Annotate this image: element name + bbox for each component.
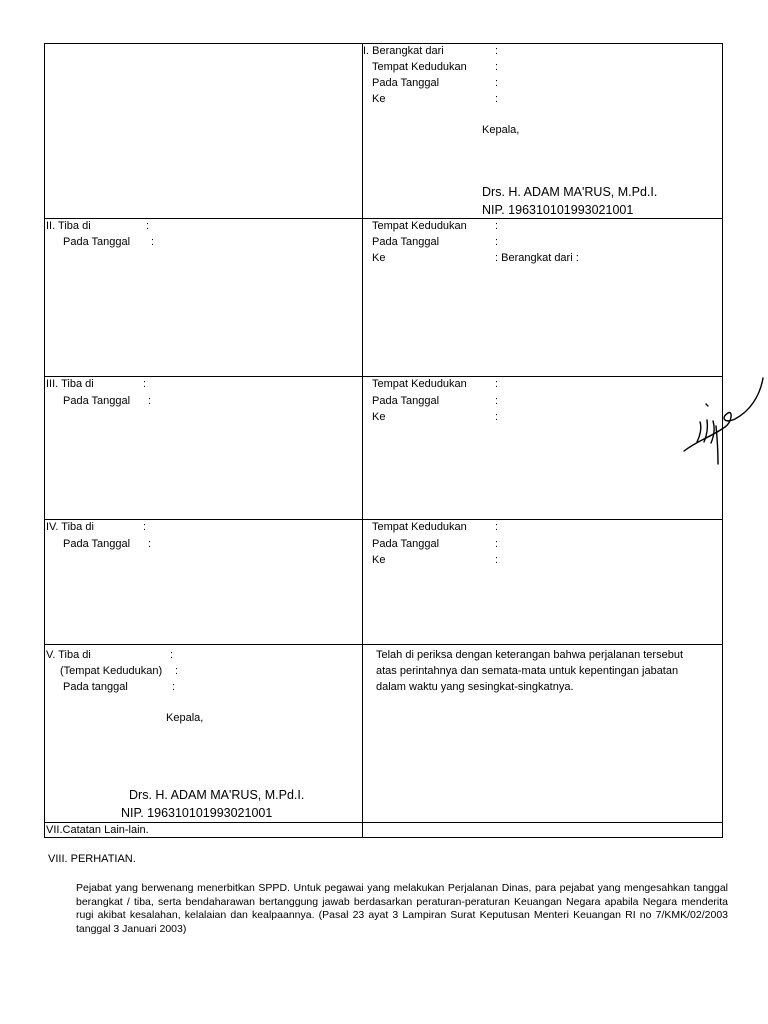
section3-colon: : (495, 378, 499, 390)
table-bottom-border (44, 837, 723, 838)
section5-colon: : (170, 649, 174, 661)
section3-pada-tanggal-right-label: Pada Tanggal (372, 395, 440, 407)
section4-colon: : (143, 521, 147, 533)
section3-pada-tanggal-label: Pada Tanggal (63, 395, 131, 407)
section2-pada-tanggal-right-label: Pada Tanggal (372, 236, 440, 248)
section2-colon: : (151, 236, 155, 248)
section4-tempat-kedudukan-label: Tempat Kedudukan (372, 521, 467, 533)
section1-colon: : (495, 61, 499, 73)
section1-official-nip: NIP. 196310101993021001 (482, 203, 634, 217)
section5-note-line2: atas perintahnya dan semata-mata untuk kepentingan jabatan (376, 665, 679, 677)
section1-berangkat-dari-label: I. Berangkat dari (363, 45, 444, 57)
section8-paragraph: Pejabat yang berwenang menerbitkan SPPD. Untuk pegawai yang melakukan Perjalanan Dinas, para pejabat yang mengesahkan tanggal berangkat / tiba, serta bendaharawan bertanggung jawab berdasarkan peraturan-peraturan Keuangan Negara apabila Negara menderita rugi akibat kesalahan, kelalaian dan kealpaannya. (Pasal 23 ayat 3 Lampiran Surat Keputusan Menteri Keuangan RI no 7/KMK/02/2003 tanggal 3 Januari 2003) (76, 882, 728, 935)
section1-colon: : (495, 77, 499, 89)
section2-ke-label: Ke (372, 252, 386, 264)
section4-colon: : (148, 538, 152, 550)
section3-colon: : (495, 411, 499, 423)
section4-pada-tanggal-right-label: Pada Tanggal (372, 538, 440, 550)
section4-colon: : (495, 521, 499, 533)
section3-colon: : (148, 395, 152, 407)
section4-colon: : (495, 554, 499, 566)
section1-colon: : (495, 93, 499, 105)
section5-note-line1: Telah di periksa dengan keterangan bahwa perjalanan tersebut (376, 649, 683, 661)
section5-official-name: Drs. H. ADAM MA'RUS, M.Pd.I. (129, 788, 305, 802)
section4-colon: : (495, 538, 499, 550)
section1-kepala: Kepala, (482, 124, 520, 136)
section3-tiba-di-label: III. Tiba di (46, 378, 94, 390)
table-left-border (44, 43, 45, 838)
section3-ke-label: Ke (372, 411, 386, 423)
section8-heading: VIII. PERHATIAN. (48, 853, 136, 865)
section1-tempat-kedudukan-label: Tempat Kedudukan (372, 61, 467, 73)
section5-tempat-kedudukan-label: (Tempat Kedudukan) (60, 665, 163, 677)
row-divider-4 (44, 644, 723, 645)
table-middle-divider (362, 43, 363, 838)
section5-tiba-di-label: V. Tiba di (46, 649, 91, 661)
section2-tiba-di-label: II. Tiba di (46, 220, 91, 232)
section5-colon: : (172, 681, 176, 693)
section5-official-nip: NIP. 196310101993021001 (121, 806, 273, 820)
section7-catatan: VII.Catatan Lain-lain. (46, 824, 149, 836)
section2-pada-tanggal-label: Pada Tanggal (63, 236, 131, 248)
section3-colon: : (143, 378, 147, 390)
section1-colon: : (495, 45, 499, 57)
section2-ke-value: : Berangkat dari : (495, 252, 579, 264)
section1-pada-tanggal-label: Pada Tanggal (372, 77, 440, 89)
section5-kepala: Kepala, (166, 712, 204, 724)
section1-ke-label: Ke (372, 93, 386, 105)
section3-colon: : (495, 395, 499, 407)
section2-colon: : (495, 236, 499, 248)
section5-pada-tanggal-label: Pada tanggal (63, 681, 128, 693)
section2-tempat-kedudukan-label: Tempat Kedudukan (372, 220, 467, 232)
section3-tempat-kedudukan-label: Tempat Kedudukan (372, 378, 467, 390)
section5-note-line3: dalam waktu yang sesingkat-singkatnya. (376, 681, 574, 693)
section4-tiba-di-label: IV. Tiba di (46, 521, 94, 533)
section1-official-name: Drs. H. ADAM MA'RUS, M.Pd.I. (482, 185, 658, 199)
handwritten-signature (680, 376, 766, 469)
section2-colon: : (495, 220, 499, 232)
section5-colon: : (175, 665, 179, 677)
section2-colon: : (146, 220, 150, 232)
section4-pada-tanggal-label: Pada Tanggal (63, 538, 131, 550)
section4-ke-label: Ke (372, 554, 386, 566)
